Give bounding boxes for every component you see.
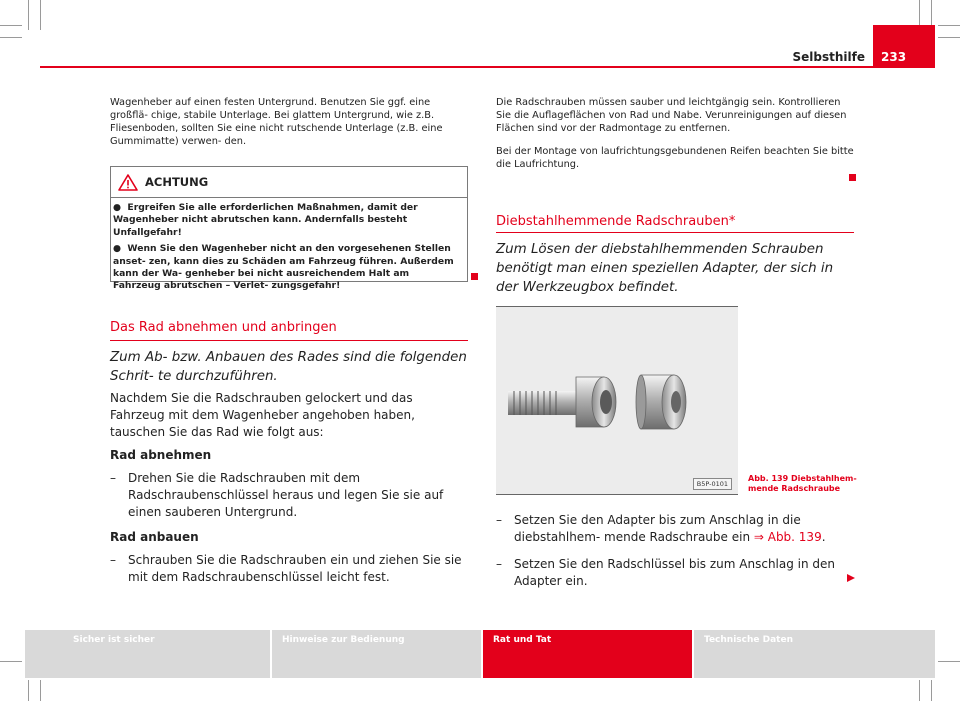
footer-tab[interactable]: Technische Daten — [694, 630, 935, 678]
warning-box — [110, 166, 468, 292]
section-title: Das Rad abnehmen und anbringen — [110, 320, 337, 335]
warning-item: ● Ergreifen Sie alle erforderlichen Maßnahmen, damit der Wagenheber nicht abrutschen kann. Andernfalls besteht Unfallgefahr! — [113, 202, 418, 238]
warning-triangle-icon — [118, 174, 138, 195]
warning-header — [111, 167, 467, 198]
warning-body — [111, 198, 467, 293]
figure-code: B5P-0101 — [693, 478, 732, 490]
left-column — [110, 96, 470, 158]
instructions — [496, 512, 856, 594]
crop-mark — [938, 37, 960, 38]
crop-mark — [938, 661, 960, 662]
crop-mark — [938, 25, 960, 26]
figure-image — [496, 306, 738, 495]
paragraph: Wagenheber auf einen festen Untergrund. Benutzen Sie ggf. eine großflä- chige, stabile Unterlage. Bei glattem Untergrund, wie z.B. Fliesenboden, sollten Sie eine nicht rutschende Unterlage (z.B. eine Gummimatte) verwen- den. — [110, 97, 443, 147]
page-number: 233 — [873, 25, 935, 67]
section-rule — [110, 340, 468, 341]
section-rule — [496, 232, 854, 233]
step-item: – Setzen Sie den Radschlüssel bis zum Anschlag in den Adapter ein. — [496, 557, 836, 588]
right-column — [496, 96, 856, 181]
step-item: – Drehen Sie die Radschrauben mit dem Radschraubenschlüssel heraus und legen Sie sie auf einen sauberen Untergrund. — [110, 471, 444, 519]
crop-mark — [40, 680, 41, 701]
header-rule — [40, 66, 935, 68]
paragraph: Die Radschrauben müssen sauber und leichtgängig sein. Kontrollieren Sie die Auflageflächen von Rad und Nabe. Verunreinigungen auf diesen Flächen sind vor der Radmontage zu entfernen. — [496, 97, 847, 134]
footer-tab[interactable]: Hinweise zur Bedienung — [272, 630, 481, 678]
paragraph: Nachdem Sie die Radschrauben gelockert und das Fahrzeug mit dem Wagenheber angehoben haben, tauschen Sie das Rad wie folgt aus: — [110, 391, 415, 439]
warning-title: ACHTUNG — [145, 175, 209, 189]
continue-arrow-icon — [846, 568, 856, 587]
figure-link[interactable]: ⇒ Abb. 139 — [753, 530, 822, 544]
end-marker — [471, 273, 478, 280]
crop-mark — [919, 680, 920, 701]
crop-mark — [40, 0, 41, 30]
step-item: – Setzen Sie den Adapter bis zum Anschlag in die diebstahlhem- mende Radschraube ein ⇒ Abb. 139. — [496, 513, 826, 544]
anti-theft-bolt-illustration — [496, 307, 738, 494]
crop-mark — [28, 680, 29, 701]
end-marker — [849, 174, 856, 181]
crop-mark — [28, 0, 29, 30]
crop-mark — [0, 661, 22, 662]
page-title: Selbsthilfe — [792, 50, 865, 64]
footer-tab-active[interactable]: Rat und Tat — [483, 630, 692, 678]
subheading: Rad anbauen — [110, 530, 199, 544]
crop-mark — [931, 680, 932, 701]
footer-tab[interactable]: Sicher ist sicher — [25, 630, 270, 678]
warning-item: ● Wenn Sie den Wagenheber nicht an den vorgesehenen Stellen anset- zen, kann dies zu Schäden am Fahrzeug führen. Außerdem kann der Wa- genheber bei nicht ausreichendem Halt am Fahrzeug abrutschen – Verlet- zungsgefahr! — [113, 243, 454, 292]
intro-text: Zum Ab- bzw. Anbauen des Rades sind die folgenden Schrit- te durchzuführen. — [110, 350, 467, 384]
section-title: Diebstahlhemmende Radschrauben* — [496, 214, 736, 229]
paragraph: Bei der Montage von laufrichtungsgebundenen Reifen beachten Sie bitte die Laufrichtung. — [496, 146, 854, 170]
figure-caption: Abb. 139 Diebstahlhem- mende Radschraube — [748, 474, 857, 493]
instructions — [110, 390, 470, 590]
crop-mark — [0, 37, 22, 38]
crop-mark — [0, 25, 22, 26]
subheading: Rad abnehmen — [110, 448, 212, 462]
step-item: – Schrauben Sie die Radschrauben ein und ziehen Sie sie mit dem Radschraubenschlüssel leicht fest. — [110, 553, 462, 584]
intro-text: Zum Lösen der diebstahlhemmenden Schrauben benötigt man einen speziellen Adapter, der sich in der Werkzeugbox befindet. — [496, 242, 834, 295]
